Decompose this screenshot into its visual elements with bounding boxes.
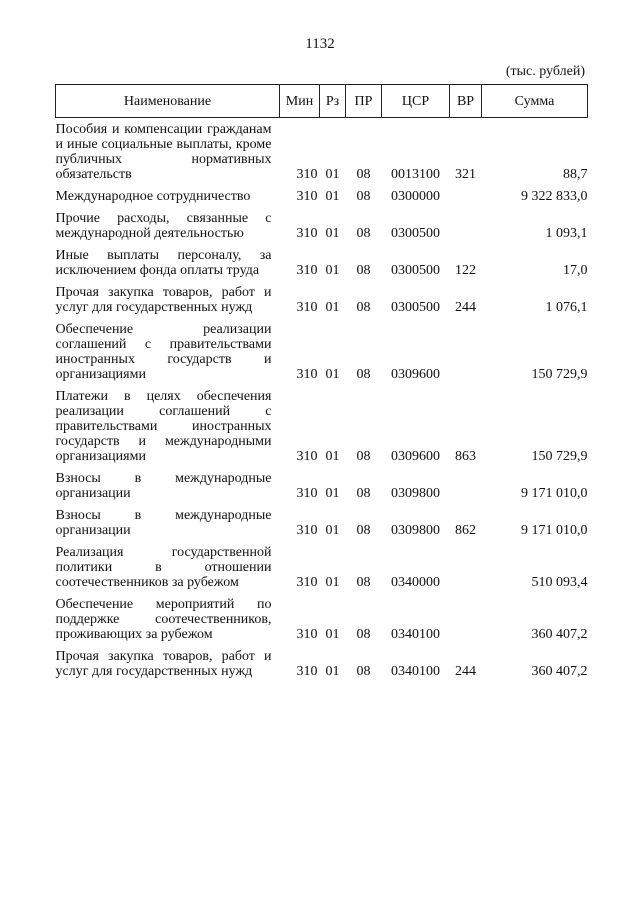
cell-csr: 0309600 xyxy=(391,449,440,464)
cell-pr: 08 xyxy=(356,367,371,382)
cell-min: 310 xyxy=(296,664,318,679)
cell-name: Обеспечение мероприятий по поддержке соотечественников, проживающих за рубежом xyxy=(55,597,272,642)
cell-vr: 321 xyxy=(455,167,476,182)
cell-pr: 08 xyxy=(356,300,371,315)
cell-vr: 122 xyxy=(455,263,476,278)
cell-name: Платежи в целях обеспечения реализации соглашений с правительствами иностранных государств и международными организациями xyxy=(55,389,272,464)
cell-vr: 863 xyxy=(455,449,476,464)
cell-min: 310 xyxy=(296,300,318,315)
cell-name: Прочая закупка товаров, работ и услуг для государственных нужд xyxy=(55,649,272,679)
table-row xyxy=(56,318,588,385)
cell-pr: 08 xyxy=(356,523,371,538)
cell-csr: 0309600 xyxy=(391,367,440,382)
cell-min: 310 xyxy=(296,189,318,204)
cell-min: 310 xyxy=(296,226,318,241)
cell-csr: 0340000 xyxy=(391,575,440,590)
column-header-sum: Сумма xyxy=(482,85,588,118)
cell-rz: 01 xyxy=(325,300,340,315)
cell-sum: 150 729,9 xyxy=(531,449,588,464)
column-header-csr: ЦСР xyxy=(382,85,450,118)
cell-rz: 01 xyxy=(325,367,340,382)
table-row xyxy=(56,385,588,467)
cell-name: Пособия и компенсации гражданам и иные социальные выплаты, кроме публичных нормативных обязательств xyxy=(55,122,272,182)
cell-name: Иные выплаты персоналу, за исключением фонда оплаты труда xyxy=(55,248,272,278)
cell-sum: 9 171 010,0 xyxy=(521,486,588,501)
cell-name: Обеспечение реализации соглашений с правительствами иностранных государств и организациями xyxy=(55,322,272,382)
column-header-name: Наименование xyxy=(56,85,280,118)
cell-rz: 01 xyxy=(325,523,340,538)
column-header-pr: ПР xyxy=(346,85,382,118)
cell-sum: 510 093,4 xyxy=(531,575,588,590)
units-label: (тыс. рублей) xyxy=(505,64,585,79)
cell-min: 310 xyxy=(296,575,318,590)
cell-min: 310 xyxy=(296,367,318,382)
cell-csr: 0300500 xyxy=(391,226,440,241)
cell-min: 310 xyxy=(296,449,318,464)
table-body xyxy=(56,118,588,683)
cell-sum: 17,0 xyxy=(563,263,588,278)
table-row xyxy=(56,118,588,186)
cell-min: 310 xyxy=(296,263,318,278)
page-number: 1132 xyxy=(305,36,335,52)
cell-sum: 360 407,2 xyxy=(531,627,588,642)
table-row xyxy=(56,185,588,207)
budget-table xyxy=(55,84,588,682)
table-row xyxy=(56,593,588,645)
column-header-vr: ВР xyxy=(450,85,482,118)
table-row xyxy=(56,645,588,682)
cell-rz: 01 xyxy=(325,575,340,590)
cell-rz: 01 xyxy=(325,167,340,182)
cell-sum: 360 407,2 xyxy=(531,664,588,679)
cell-pr: 08 xyxy=(356,575,371,590)
cell-pr: 08 xyxy=(356,226,371,241)
cell-sum: 1 076,1 xyxy=(545,300,588,315)
cell-csr: 0300500 xyxy=(391,300,440,315)
cell-vr xyxy=(450,318,482,385)
cell-csr: 0300000 xyxy=(391,189,440,204)
cell-sum: 9 322 833,0 xyxy=(521,189,588,204)
cell-vr xyxy=(450,207,482,244)
cell-rz: 01 xyxy=(325,486,340,501)
cell-sum: 88,7 xyxy=(563,167,588,182)
cell-pr: 08 xyxy=(356,167,371,182)
cell-pr: 08 xyxy=(356,189,371,204)
table-row xyxy=(56,244,588,281)
cell-pr: 08 xyxy=(356,449,371,464)
cell-csr: 0340100 xyxy=(391,627,440,642)
cell-rz: 01 xyxy=(325,449,340,464)
cell-vr xyxy=(450,185,482,207)
cell-name: Реализация государственной политики в отношении соотечественников за рубежом xyxy=(55,545,272,590)
table-row xyxy=(56,281,588,318)
cell-pr: 08 xyxy=(356,664,371,679)
cell-csr: 0013100 xyxy=(391,167,440,182)
cell-rz: 01 xyxy=(325,263,340,278)
column-header-rz: Рз xyxy=(320,85,346,118)
cell-vr: 244 xyxy=(455,300,476,315)
table-row xyxy=(56,504,588,541)
cell-csr: 0340100 xyxy=(391,664,440,679)
cell-csr: 0309800 xyxy=(391,523,440,538)
cell-vr xyxy=(450,541,482,593)
cell-vr: 244 xyxy=(455,664,476,679)
cell-sum: 1 093,1 xyxy=(545,226,588,241)
cell-rz: 01 xyxy=(325,627,340,642)
cell-pr: 08 xyxy=(356,627,371,642)
cell-rz: 01 xyxy=(325,664,340,679)
cell-vr xyxy=(450,467,482,504)
table-row xyxy=(56,207,588,244)
cell-csr: 0300500 xyxy=(391,263,440,278)
cell-vr: 862 xyxy=(455,523,476,538)
cell-name: Прочая закупка товаров, работ и услуг для государственных нужд xyxy=(55,285,272,315)
cell-name: Прочие расходы, связанные с международной деятельностью xyxy=(55,211,272,241)
cell-sum: 150 729,9 xyxy=(531,367,588,382)
cell-rz: 01 xyxy=(325,226,340,241)
cell-min: 310 xyxy=(296,167,318,182)
cell-name: Взносы в международные организации xyxy=(55,471,272,501)
cell-pr: 08 xyxy=(356,486,371,501)
table-header-row xyxy=(56,85,588,118)
table-row xyxy=(56,467,588,504)
cell-rz: 01 xyxy=(325,189,340,204)
cell-name: Международное сотрудничество xyxy=(55,189,251,204)
cell-min: 310 xyxy=(296,486,318,501)
column-header-min: Мин xyxy=(280,85,320,118)
cell-sum: 9 171 010,0 xyxy=(521,523,588,538)
cell-min: 310 xyxy=(296,627,318,642)
cell-vr xyxy=(450,593,482,645)
cell-min: 310 xyxy=(296,523,318,538)
cell-pr: 08 xyxy=(356,263,371,278)
table-row xyxy=(56,541,588,593)
cell-csr: 0309800 xyxy=(391,486,440,501)
cell-name: Взносы в международные организации xyxy=(55,508,272,538)
